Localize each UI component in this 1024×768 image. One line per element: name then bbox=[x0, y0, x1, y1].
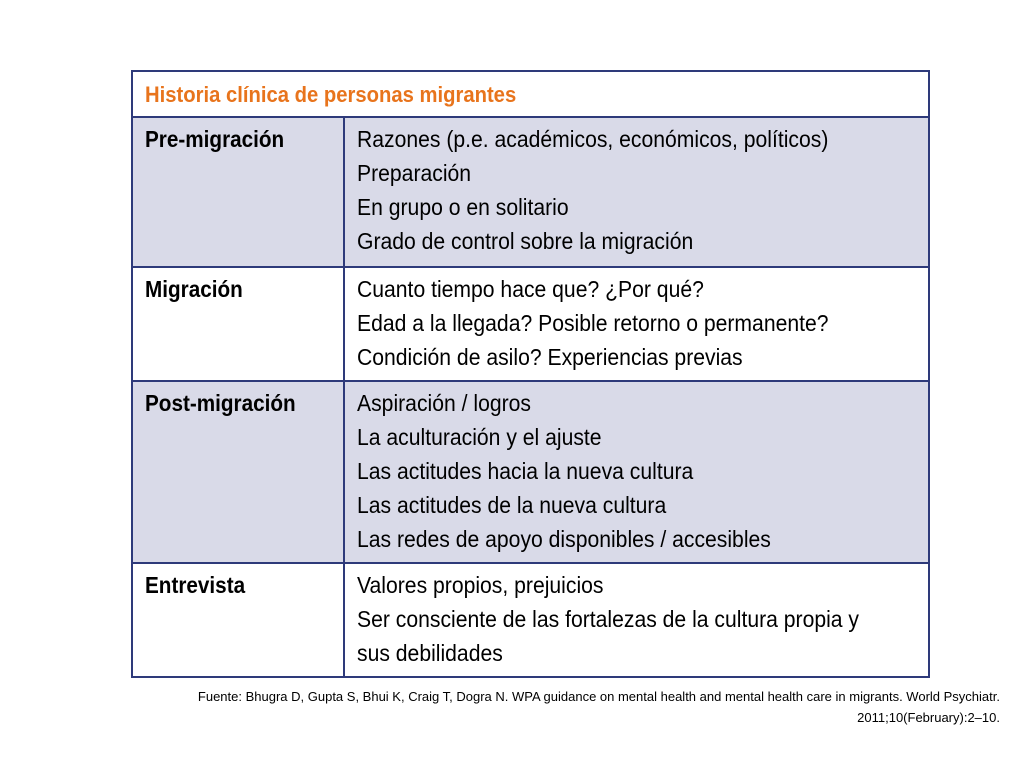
row-label-cell bbox=[132, 117, 344, 267]
source-citation bbox=[100, 686, 1000, 728]
row-label-cell bbox=[132, 563, 344, 677]
list-item: En grupo o en solitario bbox=[357, 194, 569, 220]
list-item: Razones (p.e. académicos, económicos, políticos) bbox=[357, 126, 829, 152]
row-label-cell bbox=[132, 267, 344, 381]
list-item: Valores propios, prejuicios bbox=[357, 572, 604, 598]
row-items-cell bbox=[344, 381, 929, 563]
table-row-migracion bbox=[132, 267, 929, 381]
source-line-2: 2011;10(February):2–10. bbox=[857, 710, 1000, 725]
list-item: Ser consciente de las fortalezas de la cultura propia y bbox=[357, 606, 860, 632]
row-label: Entrevista bbox=[145, 572, 246, 598]
table-title: Historia clínica de personas migrantes bbox=[145, 82, 517, 107]
row-items-cell bbox=[344, 117, 929, 267]
source-line-1: Fuente: Bhugra D, Gupta S, Bhui K, Craig T, Dogra N. WPA guidance on mental health and mental health care in migrants. World Psychiatr. bbox=[197, 689, 1000, 704]
table-row-post-migracion bbox=[132, 381, 929, 563]
list-item: Las actitudes de la nueva cultura bbox=[357, 492, 667, 518]
table-title-cell bbox=[132, 71, 929, 117]
list-item: Condición de asilo? Experiencias previas bbox=[357, 344, 743, 370]
list-item: sus debilidades bbox=[357, 640, 503, 666]
table-row-entrevista bbox=[132, 563, 929, 677]
row-label: Migración bbox=[145, 276, 243, 302]
table-row-pre-migracion bbox=[132, 117, 929, 267]
row-items-cell bbox=[344, 267, 929, 381]
list-item: Las actitudes hacia la nueva cultura bbox=[357, 458, 694, 484]
row-items-cell bbox=[344, 563, 929, 677]
table-title-row bbox=[132, 71, 929, 117]
row-label-cell bbox=[132, 381, 344, 563]
list-item: Preparación bbox=[357, 160, 472, 186]
migration-history-table bbox=[131, 70, 930, 678]
list-item: Las redes de apoyo disponibles / accesibles bbox=[357, 526, 771, 552]
list-item: Aspiración / logros bbox=[357, 390, 531, 416]
list-item: Cuanto tiempo hace que? ¿Por qué? bbox=[357, 276, 704, 302]
row-label: Post-migración bbox=[145, 390, 296, 416]
list-item: La aculturación y el ajuste bbox=[357, 424, 602, 450]
list-item: Grado de control sobre la migración bbox=[357, 228, 694, 254]
list-item: Edad a la llegada? Posible retorno o permanente? bbox=[357, 310, 829, 336]
row-label: Pre-migración bbox=[145, 126, 285, 152]
